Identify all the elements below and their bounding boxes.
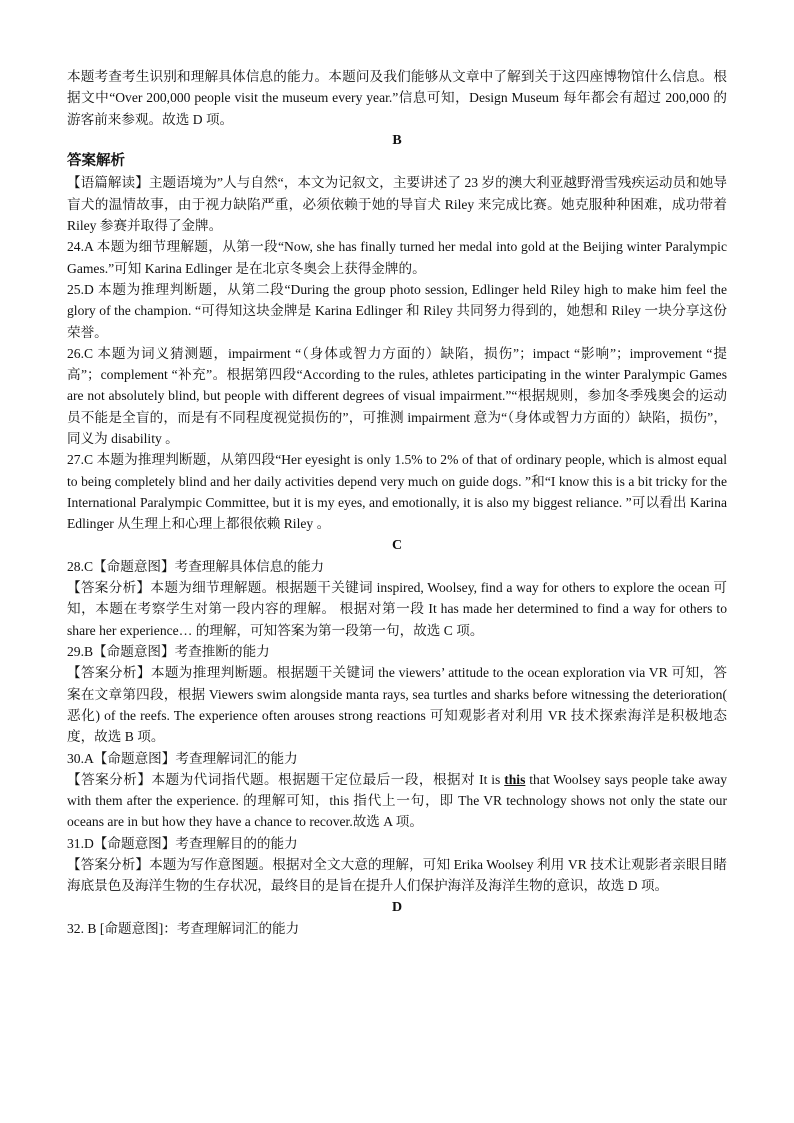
- section-b-letter: B: [392, 132, 402, 148]
- answer-26: 26.C 本题为词义猜测题，impairment “（身体或智力方面的）缺陷，损伤”；impact “影响”；improvement “提高”；complement “补充”。根据第四段“According to the rules, athletes participating in the winter Paralympic Games are not absolutely blind, but people with different degrees of visual impairment.”“根据规则，参加冬季残奥会的运动员不能是全盲的，而是有不同程度视觉损伤的”，可推测 impairment 意为“（身体或智力方面的）缺陷，损伤”，同义为 disability 。: [67, 345, 727, 447]
- answer-30-title: 30.A【命题意图】考查理解词汇的能力: [67, 750, 298, 766]
- answer-25: 25.D 本题为推理判断题，从第二段“During the group photo session, Edlinger held Riley high to make him feel the glory of the champion. “可得知这块金牌是 Karina Edlinger 和 Riley 共同努力得到的，她想和 Riley 一块分享这份荣誉。: [67, 281, 727, 340]
- section-d-letter: D: [391, 899, 403, 915]
- section-c-letter: C: [391, 537, 403, 553]
- answer-28-title: 28.C【命题意图】考查理解具体信息的能力: [67, 558, 325, 574]
- answer-28-body: 【答案分析】本题为细节理解题。根据题干关键词 inspired, Woolsey, find a way for others to explore the ocean 可知，本题在考察学生对第一段内容的理解。 根据对第一段 It has made her determined to find a way for others to share her experience… 的理解，可知答案为第一段第一句，故选 C 项。: [67, 580, 727, 638]
- answer-27: 27.C 本题为推理判断题，从第四段“Her eyesight is only 1.5% to 2% of that of ordinary people, which is almost equal to being completely blind and her daily activities depend very much on guide dogs. ”和“I know this is a bit tricky for the International Paralympic Committee, but it is my eyes, and emotionally, it is also my biggest reliance. ”可以看出 Karina Edlinger 从生理上和心理上都很依赖 Riley 。: [67, 452, 727, 532]
- answer-30-body: [67, 769, 727, 833]
- answer-32-title: 32. B [命题意图]：考查理解词汇的能力: [67, 920, 300, 936]
- answer-analysis-heading: 答案解析: [67, 153, 125, 170]
- answer-30-body-post: that Woolsey says people take away with them after the experience. 的理解可知，this 指代上一句，即 The VR technology shows not only the state our oceans are in but how they have a chance to recover.故选 A 项。: [67, 771, 727, 830]
- answer-key-page: [67, 66, 727, 939]
- answer-30-body-pre: 【答案分析】本题为代词指代题。根据题干定位最后一段，根据对 It is: [67, 771, 505, 787]
- intro-paragraph: 本题考查考生识别和理解具体信息的能力。本题问及我们能够从文章中了解到关于这四座博物馆什么信息。根据文中“Over 200,000 people visit the museum every year.”信息可知，Design Museum 每年都会有超过 200,000 的游客前来参观。故选 D 项。: [67, 69, 727, 127]
- answer-24: 24.A 本题为细节理解题，从第一段“Now, she has finally turned her medal into gold at the Beijing winter Paralympic Games.”可知 Karina Edlinger 是在北京冬奥会上获得金牌的。: [67, 239, 727, 276]
- answer-31-title: 31.D【命题意图】考查理解目的的能力: [67, 835, 298, 851]
- passage-reading: 【语篇解读】主题语境为”人与自然“，本文为记叙文，主要讲述了 23 岁的澳大利亚越野滑雪残疾运动员和她导盲犬的温情故事，由于视力缺陷严重，必须依赖于她的导盲犬 Riley 来完成比赛。她克服种种困难，成功带着 Riley 参赛并取得了金牌。: [67, 175, 727, 234]
- answer-29-body: 【答案分析】本题为推理判断题。根据题干关键词 the viewers’ attitude to the ocean exploration via VR 可知，答案在文章第四段，根据 Viewers swim alongside manta rays, sea turtles and sharks before witnessing the deterioration( 恶化) of the reefs. The experience often arouses strong reactions 可知观影者对利用 VR 技术探索海洋是积极地态度，故选 B 项。: [67, 665, 727, 745]
- answer-29-title: 29.B【命题意图】考查推断的能力: [67, 644, 270, 660]
- answer-30-keyword: this: [504, 771, 526, 787]
- answer-31-body: 【答案分析】本题为写作意图题。根据对全文大意的理解，可知 Erika Woolsey 利用 VR 技术让观影者亲眼目睹海底景色及海洋生物的生存状况，最终目的是旨在提升人们保护海洋及海洋生物的意识，故选 D 项。: [67, 856, 727, 894]
